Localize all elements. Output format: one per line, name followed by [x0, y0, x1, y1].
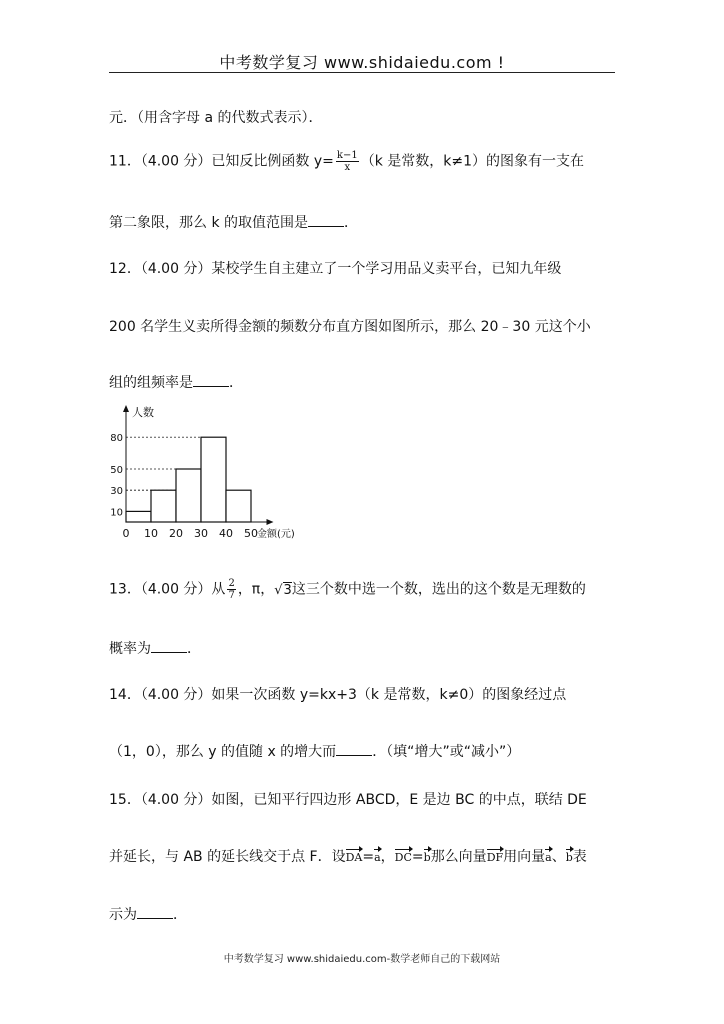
- vector-a-2: a: [545, 851, 552, 864]
- q15-text-b4: 、: [551, 849, 566, 865]
- x-axis-label: 金额(元): [257, 529, 295, 540]
- histogram-bar: [176, 469, 201, 522]
- q15-eq1: =: [362, 849, 375, 865]
- q12-text-c2: ．: [229, 375, 243, 391]
- histogram-bar: [226, 490, 251, 522]
- q13-text-d1: 概率为: [109, 641, 151, 657]
- x-axis-arrow: [267, 519, 274, 525]
- x-tick-label: 20: [169, 527, 183, 540]
- histogram-chart: [108, 400, 318, 545]
- answer-blank: [137, 906, 173, 919]
- sqrt-sign: √: [274, 582, 283, 598]
- page-footer: 中考数学复习 www.shidaiedu.com-数学老师自己的下载网站: [223, 954, 501, 965]
- q11-text-b: （k 是常数，k≠1）的图象有一支在: [360, 153, 585, 170]
- q11-text-c1: 第二象限，那么 k 的取值范围是: [109, 215, 309, 231]
- histogram-bar: [151, 490, 176, 522]
- question-13-line-2: [109, 638, 201, 658]
- q13-sqrt: [274, 583, 292, 598]
- q15-eq2: =: [411, 849, 424, 865]
- answer-blank: [308, 214, 344, 227]
- histogram-bar: [201, 437, 226, 522]
- question-12-line-2: 200 名学生义卖所得金额的频数分布直方图如图所示，那么 20﹣30 元这个小: [109, 319, 591, 335]
- q15-sep: ，: [380, 849, 395, 865]
- q11-fraction: [336, 150, 359, 173]
- x-tick-label: 50: [244, 527, 258, 540]
- q11-fraction-numerator: k−1: [336, 150, 358, 161]
- page-header: 中考数学复习 www.shidaiedu.com !: [219, 53, 505, 72]
- q15-text-b1: 并延长，与 AB 的延长线交于点 F．设: [109, 849, 346, 865]
- vector-b-2: b: [565, 851, 573, 864]
- y-tick-label: 50: [110, 465, 123, 476]
- vector-DF: DF: [486, 851, 504, 864]
- question-11-line-1: [109, 150, 584, 173]
- answer-blank: [151, 640, 187, 653]
- q15-text-b2: 那么向量: [430, 849, 487, 865]
- question-15-line-3: [109, 904, 187, 924]
- x-tick-label: 40: [219, 527, 233, 540]
- q15-text-b5: 表: [572, 849, 587, 865]
- question-14-line-1: 14．（4.00 分）如果一次函数 y=kx+3（k 是常数，k≠0）的图象经过点: [109, 687, 567, 703]
- vector-b: b: [423, 851, 431, 864]
- text-line-yuan: 元．（用含字母 a 的代数式表示）．: [109, 110, 323, 126]
- q15-text-c2: ．: [173, 907, 187, 923]
- q15-text-b3: 用向量: [503, 849, 546, 865]
- q13-text-c: 这三个数中选一个数，选出的这个数是无理数的: [291, 581, 586, 598]
- q13-fraction-numerator: 2: [228, 578, 235, 589]
- y-tick-label: 80: [110, 433, 123, 445]
- y-axis-label: 人数: [132, 406, 154, 419]
- q11-text-a: 11．（4.00 分）已知反比例函数 y=: [109, 153, 334, 170]
- x-tick-label: 10: [144, 527, 158, 540]
- question-14-line-2: [109, 741, 520, 761]
- q13-fraction-denominator: 7: [228, 590, 235, 601]
- q13-fraction: [227, 578, 235, 601]
- q13-text-b: ，π，: [237, 581, 275, 598]
- question-12-line-3: [109, 372, 243, 392]
- q12-text-c1: 组的组频率是: [109, 375, 193, 391]
- y-tick-label: 10: [110, 507, 123, 519]
- q13-text-d2: ．: [187, 641, 201, 657]
- x-tick-label: 30: [194, 527, 208, 540]
- q13-text-a: 13．（4.00 分）从: [109, 581, 226, 598]
- q14-text-b2: ．（填“增大”或“减小”）: [372, 744, 521, 760]
- question-13-line-1: [109, 578, 586, 601]
- y-axis-arrow: [123, 405, 129, 412]
- sqrt-radicand: 3: [283, 582, 292, 598]
- question-11-line-2: [109, 212, 358, 232]
- q11-fraction-denominator: x: [344, 162, 351, 173]
- q14-text-b1: （1，0），那么 y 的值随 x 的增大而: [109, 744, 337, 760]
- header-divider: [109, 72, 615, 73]
- q15-text-c1: 示为: [109, 907, 137, 923]
- vector-DC: DC: [394, 851, 412, 864]
- x-tick-label: 0: [122, 527, 130, 540]
- question-12-line-1: 12．（4.00 分）某校学生自主建立了一个学习用品义卖平台，已知九年级: [109, 261, 562, 277]
- vector-a: a: [374, 851, 381, 864]
- answer-blank: [193, 374, 229, 387]
- question-15-line-1: 15．（4.00 分）如图，已知平行四边形 ABCD，E 是边 BC 的中点，联结 DE: [109, 792, 587, 808]
- question-15-line-2: [109, 846, 587, 866]
- answer-blank: [336, 743, 372, 756]
- q11-text-c2: ．: [344, 215, 359, 231]
- vector-DA: DA: [345, 851, 363, 864]
- histogram-bar: [126, 511, 151, 522]
- y-tick-label: 30: [110, 486, 123, 498]
